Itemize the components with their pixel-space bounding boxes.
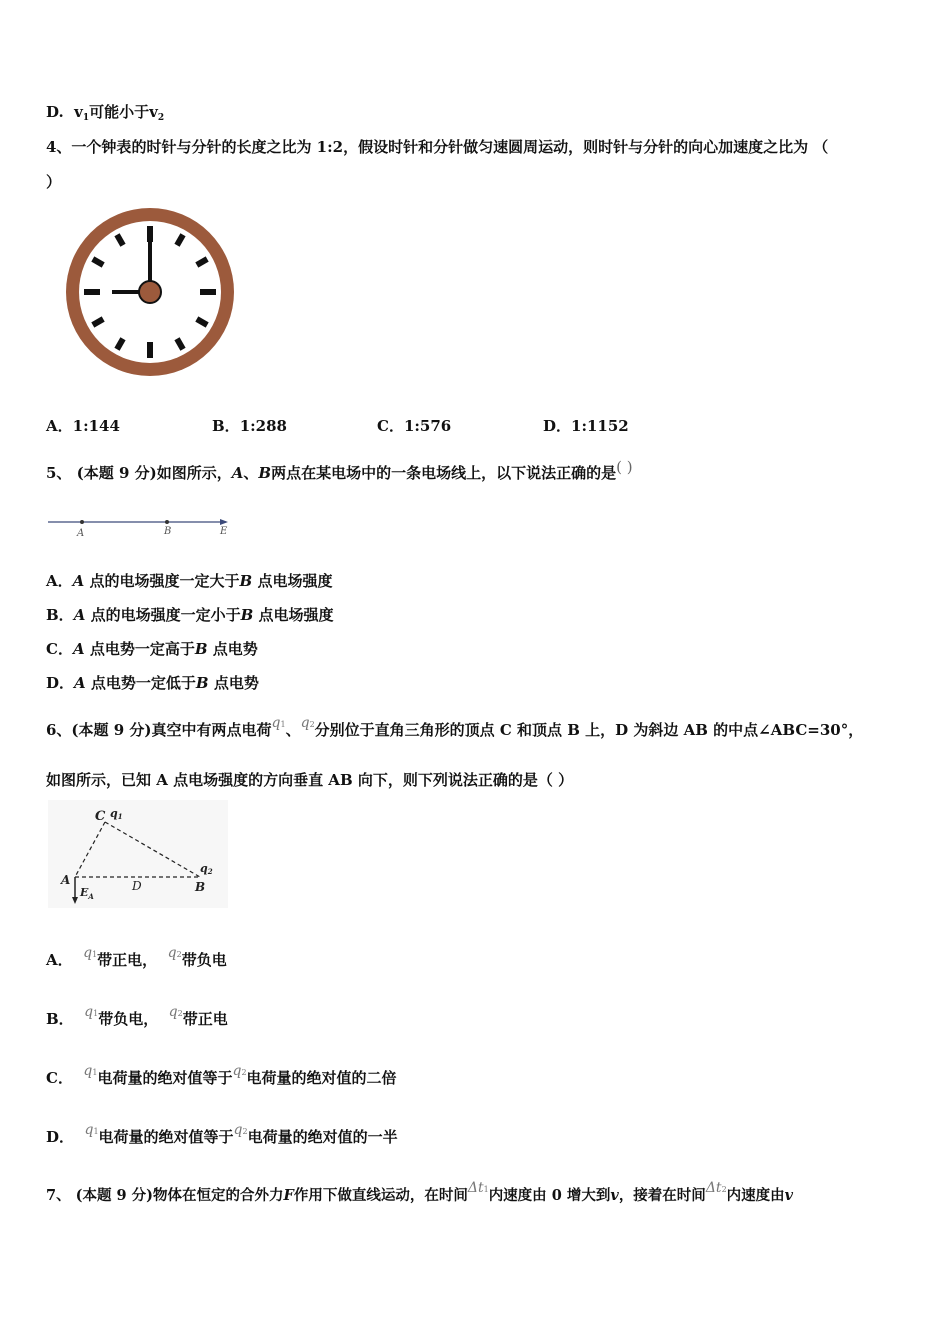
point-a bbox=[80, 520, 84, 524]
q6-option-b: B． q1带负电， q2带正电 bbox=[46, 1004, 228, 1028]
label-b: B bbox=[164, 526, 172, 537]
q5-option-b: B．A 点的电场强度一定小于B 点电场强度 bbox=[46, 606, 334, 624]
triangle-figure bbox=[48, 800, 228, 908]
q6-option-d: D． q1电荷量的绝对值等于q2电荷量的绝对值的一半 bbox=[46, 1122, 398, 1146]
q4-stem-line2: ） bbox=[46, 173, 62, 191]
q4-option-d: D．1:1152 bbox=[543, 417, 629, 435]
q4-options bbox=[46, 415, 746, 435]
q4-option-b: B．1:288 bbox=[212, 417, 287, 435]
q6-stem-line1: 6、(本题 9 分)真空中有两点电荷q1、q2分别位于直角三角形的顶点 C 和顶点 B 上，D 为斜边 AB 的中点∠ABC=30°， bbox=[46, 715, 864, 739]
q7-stem: 7、 (本题 9 分)物体在恒定的合外力F作用下做直线运动，在时间Δt1内速度由 0 增大到v，接着在时间Δt2内速度由v bbox=[46, 1180, 794, 1204]
label-e: E bbox=[220, 526, 228, 537]
q3-option-d: D. $v_1$可能小于$v_2$ bbox=[46, 103, 165, 123]
label-a: A bbox=[77, 528, 85, 539]
q6-option-a: A． q1带正电， q2带负电 bbox=[46, 945, 227, 969]
q6-option-c: C． q1电荷量的绝对值等于q2电荷量的绝对值的二倍 bbox=[46, 1063, 397, 1087]
clock-figure bbox=[60, 204, 240, 382]
label-q1: q1 bbox=[110, 807, 123, 821]
clock-center bbox=[139, 281, 161, 303]
q5-option-d: D．A 点电势一定低于B 点电势 bbox=[46, 674, 259, 692]
answer-paren: ( ) bbox=[616, 458, 633, 476]
q5-option-c: C．A 点电势一定高于B 点电势 bbox=[46, 640, 258, 658]
q5-option-a: A．A 点的电场强度一定大于B 点电场强度 bbox=[46, 572, 333, 590]
label-b: B bbox=[195, 880, 206, 894]
q6-stem-line2: 如图所示，已知 A 点电场强度的方向垂直 AB 向下，则下列说法正确的是（ ） bbox=[46, 771, 574, 789]
point-b bbox=[165, 520, 169, 524]
label-ea: $E_A$ bbox=[80, 886, 94, 901]
q4-option-a: A．1:144 bbox=[46, 417, 120, 435]
label-a: A bbox=[61, 873, 71, 887]
q5-stem: 5、 (本题 9 分)如图所示，A、B两点在某电场中的一条电场线上，以下说法正确的是( ) bbox=[46, 458, 633, 482]
q4-option-c: C．1:576 bbox=[377, 417, 452, 435]
arrow-head-icon bbox=[220, 519, 228, 525]
label-d: D bbox=[132, 879, 142, 893]
field-line-figure bbox=[48, 512, 233, 542]
label-c: C bbox=[95, 809, 106, 824]
q4-stem-line1: 4、一个钟表的时针与分针的长度之比为 1:2，假设时针和分针做匀速圆周运动，则时针与分针的向心加速度之比为 （ bbox=[46, 138, 829, 156]
label-q2: q2 bbox=[200, 862, 213, 876]
